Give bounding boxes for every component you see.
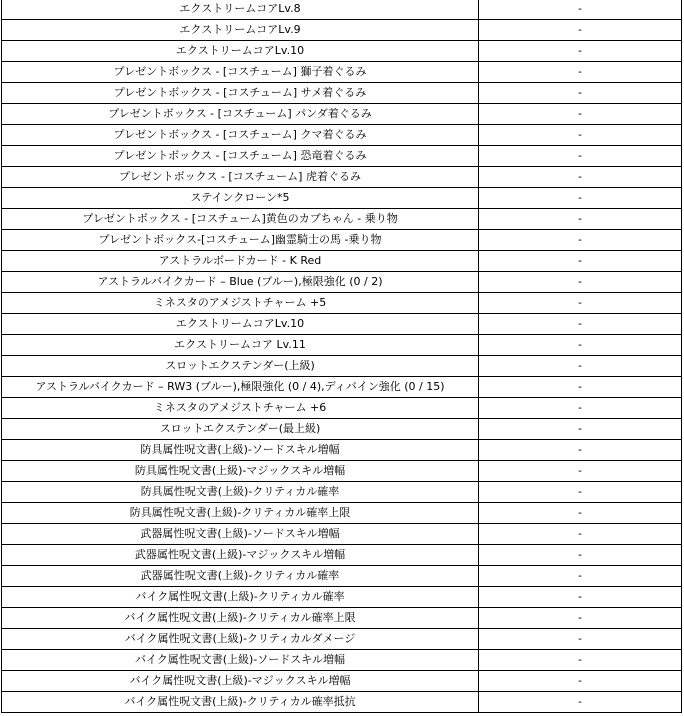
item-name-cell: プレゼントボックス - [コスチューム] 恐竜着ぐるみ [2,146,479,167]
item-value-cell: - [479,83,682,104]
table-row [2,41,682,62]
table-row [2,419,682,440]
item-name-cell: スロットエクステンダー(最上級) [2,419,479,440]
item-value-cell: - [479,0,682,20]
item-value-cell: - [479,188,682,209]
item-value-cell: - [479,482,682,503]
table-row [2,125,682,146]
item-value-cell: - [479,545,682,566]
item-name-cell: エクストリームコアLv.9 [2,20,479,41]
item-name-cell: バイク属性呪文書(上級)-クリティカル確率抵抗 [2,692,479,713]
table-row [2,356,682,377]
item-name-cell: エクストリームコア Lv.11 [2,335,479,356]
item-name-cell: 防具属性呪文書(上級)-クリティカル確率上限 [2,503,479,524]
table-row [2,146,682,167]
table-row [2,167,682,188]
item-value-cell: - [479,461,682,482]
item-name-cell: プレゼントボックス - [コスチューム]黄色のカブちゃん - 乗り物 [2,209,479,230]
table-row [2,104,682,125]
item-name-cell: アストラルバイクカード – Blue (ブルー),極限強化 (0 / 2) [2,272,479,293]
table-row [2,0,682,20]
item-value-cell: - [479,671,682,692]
item-value-cell: - [479,272,682,293]
table-row [2,251,682,272]
item-value-cell: - [479,440,682,461]
item-value-cell: - [479,167,682,188]
item-name-cell: バイク属性呪文書(上級)-クリティカル確率上限 [2,608,479,629]
table-row [2,377,682,398]
item-value-cell: - [479,566,682,587]
item-name-cell: エクストリームコアLv.8 [2,0,479,20]
table-row [2,272,682,293]
table-row [2,20,682,41]
table-row [2,230,682,251]
table-row [2,461,682,482]
item-value-cell: - [479,587,682,608]
item-name-cell: 武器属性呪文書(上級)-クリティカル確率 [2,566,479,587]
table-row [2,209,682,230]
item-value-cell: - [479,398,682,419]
item-value-cell: - [479,230,682,251]
item-name-cell: プレゼントボックス - [コスチューム] パンダ着ぐるみ [2,104,479,125]
item-value-cell: - [479,650,682,671]
item-name-cell: ミネスタのアメジストチャーム +5 [2,293,479,314]
item-name-cell: プレゼントボックス - [コスチューム] クマ着ぐるみ [2,125,479,146]
item-name-cell: バイク属性呪文書(上級)-クリティカルダメージ [2,629,479,650]
item-name-cell: 防具属性呪文書(上級)-ソードスキル増幅 [2,440,479,461]
item-value-cell: - [479,293,682,314]
item-value-cell: - [479,419,682,440]
item-name-cell: バイク属性呪文書(上級)-ソードスキル増幅 [2,650,479,671]
item-value-cell: - [479,629,682,650]
item-value-cell: - [479,125,682,146]
rewards-table-body [2,0,682,713]
item-name-cell: スロットエクステンダー(上級) [2,356,479,377]
item-value-cell: - [479,146,682,167]
table-row [2,671,682,692]
table-row [2,335,682,356]
table-row [2,587,682,608]
item-name-cell: バイク属性呪文書(上級)-マジックスキル増幅 [2,671,479,692]
item-value-cell: - [479,62,682,83]
item-name-cell: プレゼントボックス - [コスチューム] 獅子着ぐるみ [2,62,479,83]
table-row [2,293,682,314]
item-name-cell: アストラルボードカード - K Red [2,251,479,272]
item-value-cell: - [479,692,682,713]
item-value-cell: - [479,335,682,356]
item-value-cell: - [479,608,682,629]
item-value-cell: - [479,356,682,377]
table-row [2,398,682,419]
table-row [2,524,682,545]
item-name-cell: 武器属性呪文書(上級)-マジックスキル増幅 [2,545,479,566]
item-value-cell: - [479,377,682,398]
table-row [2,188,682,209]
item-value-cell: - [479,251,682,272]
table-row [2,440,682,461]
item-name-cell: エクストリームコアLv.10 [2,314,479,335]
table-row [2,83,682,104]
item-name-cell: 防具属性呪文書(上級)-マジックスキル増幅 [2,461,479,482]
table-row [2,650,682,671]
table-row [2,503,682,524]
item-name-cell: アストラルバイクカード – RW3 (ブルー),極限強化 (0 / 4),ディバイン強化 (0 / 15) [2,377,479,398]
item-name-cell: ミネスタのアメジストチャーム +6 [2,398,479,419]
item-value-cell: - [479,20,682,41]
item-value-cell: - [479,524,682,545]
table-row [2,629,682,650]
item-name-cell: エクストリームコアLv.10 [2,41,479,62]
item-name-cell: プレゼントボックス-[コスチューム]幽霊騎士の馬 -乗り物 [2,230,479,251]
rewards-table [1,0,682,713]
table-row [2,314,682,335]
item-value-cell: - [479,104,682,125]
item-name-cell: 防具属性呪文書(上級)-クリティカル確率 [2,482,479,503]
item-value-cell: - [479,209,682,230]
table-row [2,545,682,566]
item-value-cell: - [479,314,682,335]
item-name-cell: 武器属性呪文書(上級)-ソードスキル増幅 [2,524,479,545]
item-name-cell: バイク属性呪文書(上級)-クリティカル確率 [2,587,479,608]
table-row [2,692,682,713]
item-name-cell: プレゼントボックス - [コスチューム] 虎着ぐるみ [2,167,479,188]
table-row [2,608,682,629]
item-value-cell: - [479,41,682,62]
item-name-cell: プレゼントボックス - [コスチューム] サメ着ぐるみ [2,83,479,104]
table-row [2,482,682,503]
item-name-cell: ステインクローン*5 [2,188,479,209]
item-value-cell: - [479,503,682,524]
table-row [2,566,682,587]
table-row [2,62,682,83]
